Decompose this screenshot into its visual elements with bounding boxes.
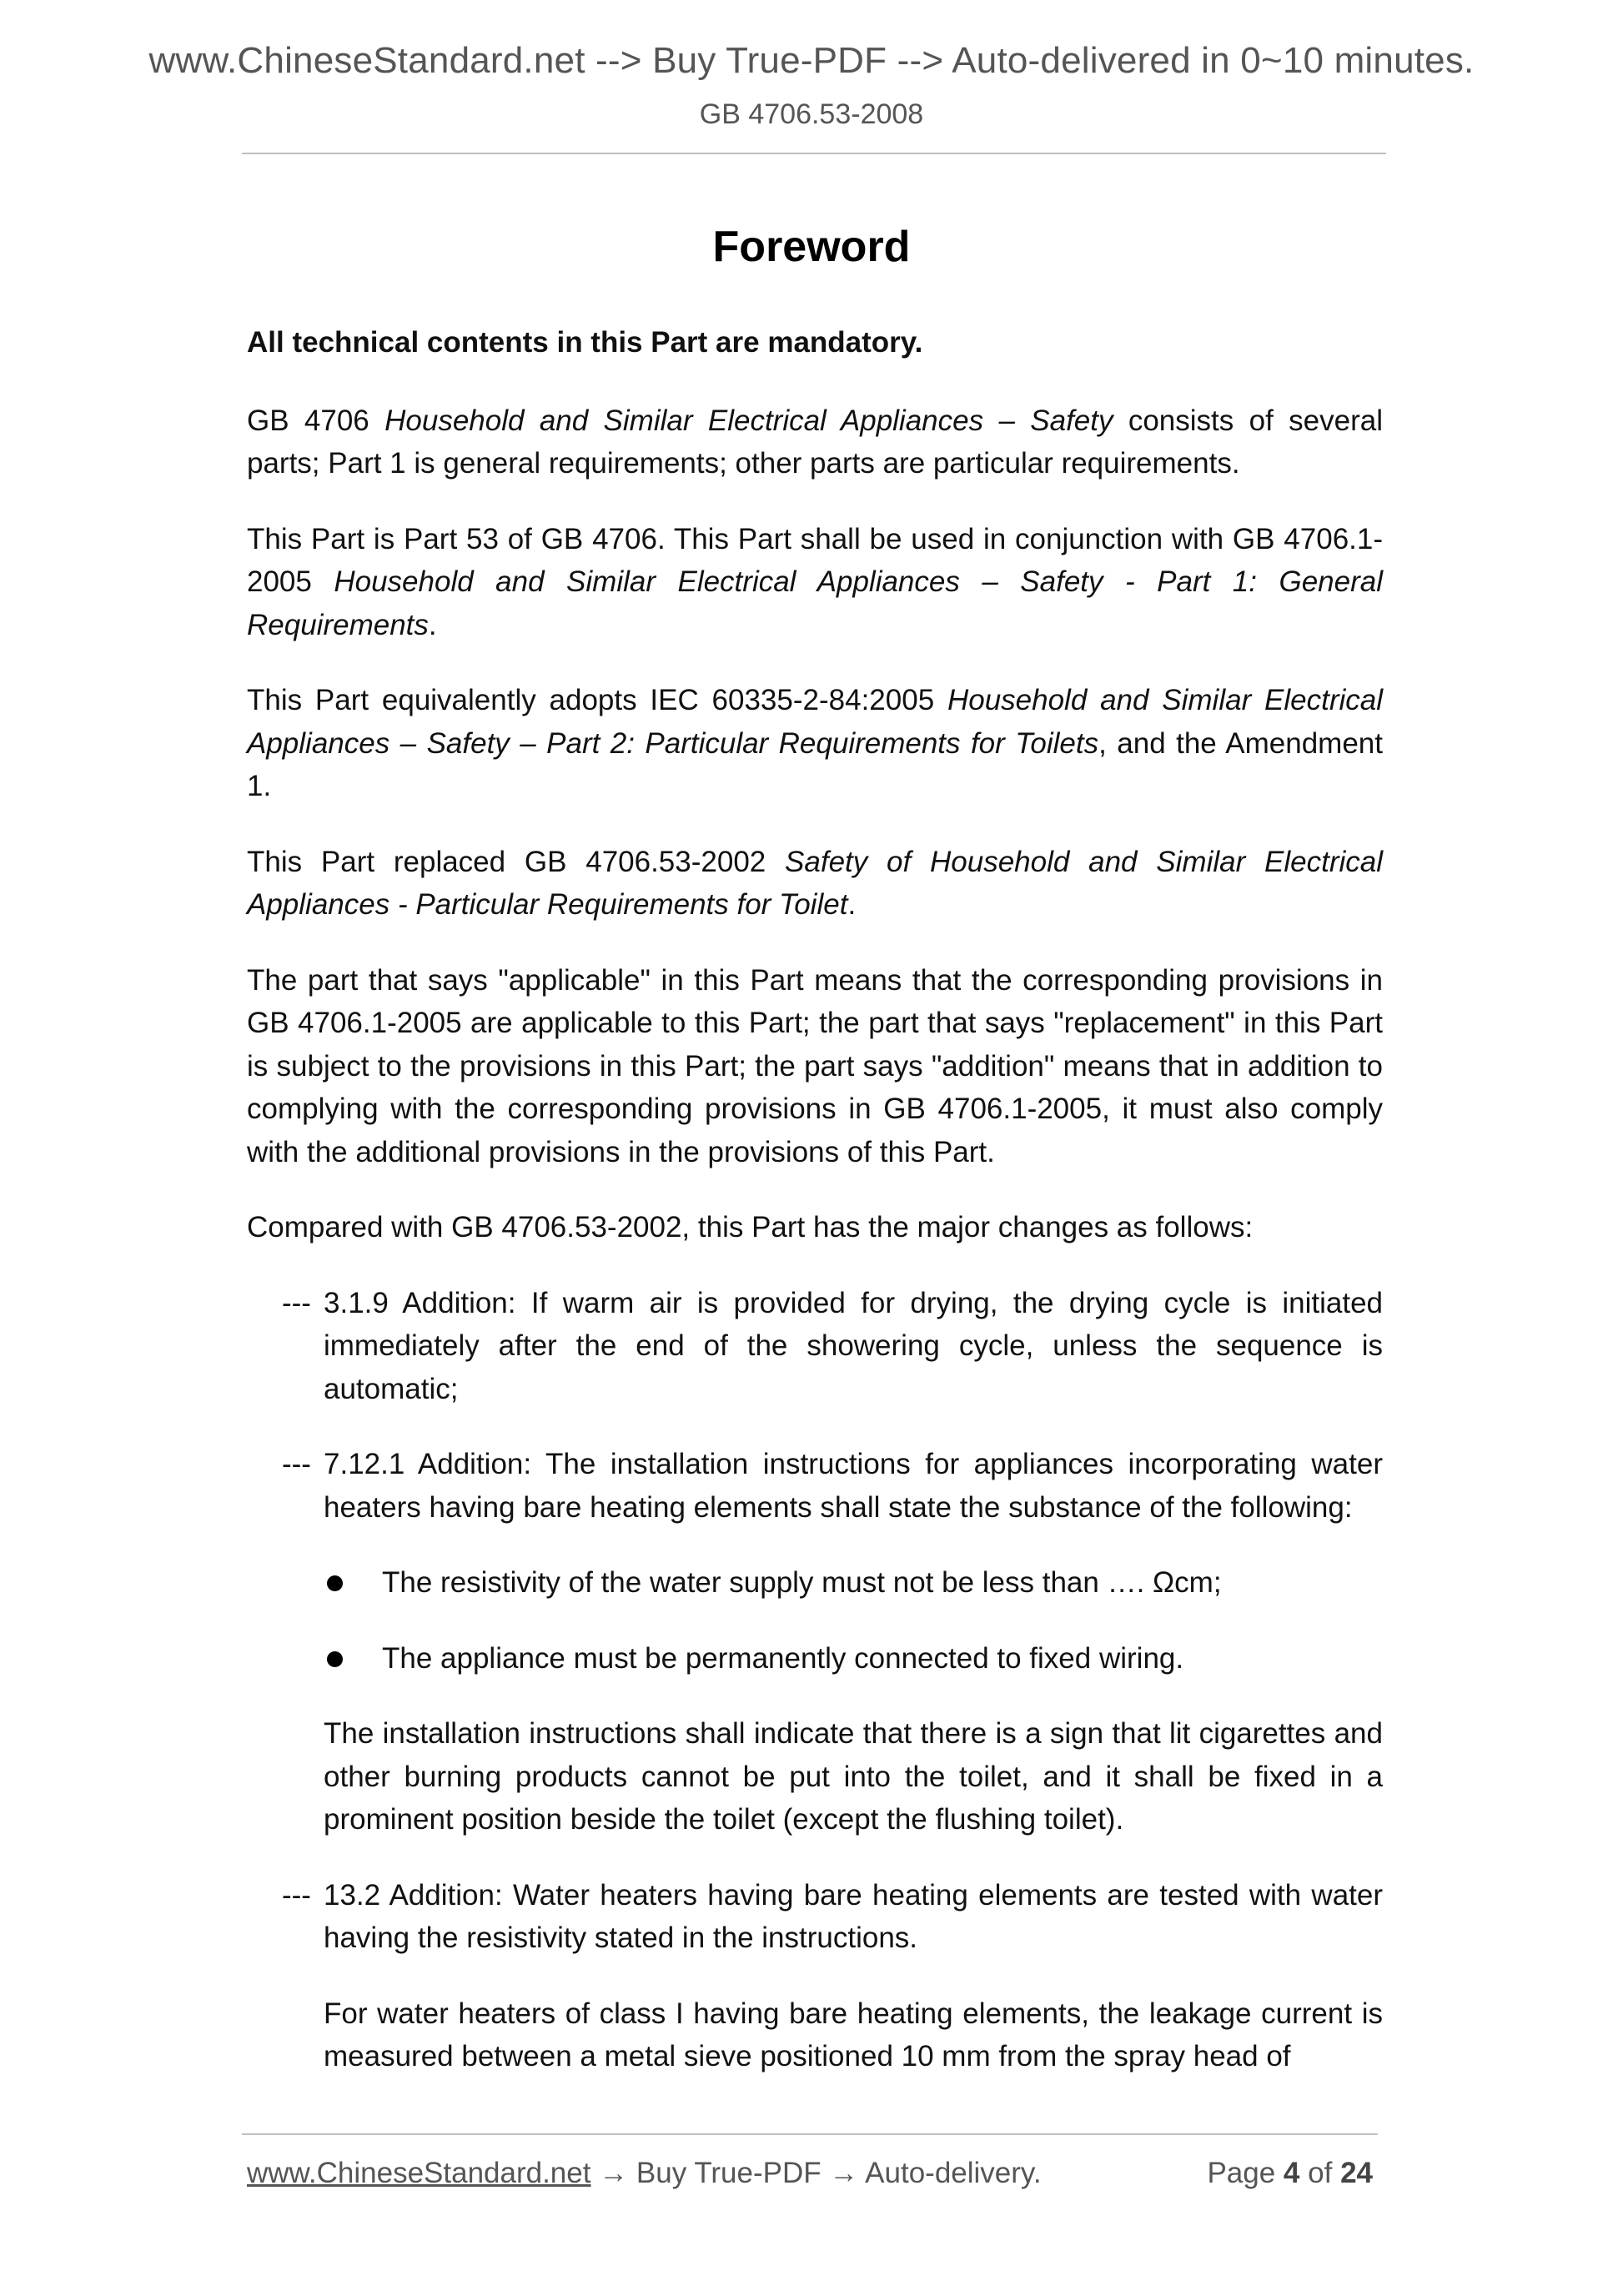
standard-number: GB 4706.53-2008 — [699, 98, 924, 130]
top-banner: www.ChineseStandard.net --> Buy True-PDF --> Auto-delivered in 0~10 minutes. — [148, 40, 1475, 81]
bullet-icon — [327, 1651, 343, 1667]
paragraph-1-text-end: consists of several parts; Part 1 is general requirements; other parts are particular requirements. — [247, 404, 1383, 480]
paragraph-5: The part that says "applicable" in this Part means that the corresponding provisions in GB 4706.1-2005 are applicable to this Part; the part that says "replacement" in this Part is subject to the provisions in this Part; the part says "addition" means that in addition to complying with the corresponding provisions in GB 4706.1-2005, it must also comply with the additional provisions in the provisions of this Part. — [247, 963, 1383, 1168]
change-note: The installation instructions shall indicate that there is a sign that lit cigarettes and other burning products cannot be put into the toilet, and it shall be fixed in a prominent position beside the toilet (except the flushing toilet). — [324, 1717, 1383, 1836]
paragraph-3-text-end: , and the Amendment 1. — [247, 726, 1383, 802]
paragraph-4-text-end: . — [847, 888, 857, 921]
page-label: Page — [1207, 2157, 1276, 2189]
change-item-7-12-1 — [247, 1443, 1383, 1841]
paragraph-6: Compared with GB 4706.53-2002, this Part has the major changes as follows: — [247, 1211, 1254, 1243]
bullet-text: The resistivity of the water supply must not be less than …. Ωcm; — [382, 1566, 1222, 1599]
change-item-3-1-9 — [247, 1282, 1383, 1411]
paragraph-1 — [247, 399, 1383, 485]
paragraph-3-title: Household and Similar Electrical Appliances – Safety – Part 2: Particular Requirements for Toilets — [247, 684, 1383, 760]
paragraph-3-text: This Part equivalently adopts IEC 60335-2-84:2005 — [247, 684, 947, 716]
change-text: 3.1.9 Addition: If warm air is provided for drying, the drying cycle is initiated immediately after the end of the showering cycle, unless the sequence is automatic; — [324, 1286, 1383, 1405]
paragraph-4-text: This Part replaced GB 4706.53-2002 — [247, 845, 786, 878]
mandatory-statement: All technical contents in this Part are mandatory. — [247, 326, 923, 359]
paragraph-2-text: This Part is Part 53 of GB 4706. This Part shall be used in conjunction with GB 4706.1-2005 — [247, 522, 1383, 598]
footer-divider — [242, 2133, 1378, 2135]
bullet-item — [324, 1561, 1383, 1605]
change-text: 7.12.1 Addition: The installation instructions for appliances incorporating water heaters having bare heating elements shall state the substance of the following: — [324, 1448, 1383, 1524]
bullet-item — [324, 1637, 1383, 1681]
list-dash: --- — [282, 1286, 311, 1319]
paragraph-4 — [247, 841, 1383, 927]
bullet-icon — [327, 1575, 343, 1591]
page-total: 24 — [1340, 2157, 1373, 2189]
bullet-text: The appliance must be permanently connected to fixed wiring. — [382, 1641, 1184, 1675]
list-dash: --- — [282, 1448, 311, 1480]
footer-site-link[interactable]: www.ChineseStandard.net — [247, 2157, 591, 2189]
paragraph-4-title: Safety of Household and Similar Electrical Appliances - Particular Requirements for Toilet — [247, 845, 1383, 921]
paragraph-2-title: Household and Similar Electrical Appliances – Safety - Part 1: General Requirements — [247, 565, 1383, 641]
page-indicator — [1207, 2157, 1373, 2190]
header-divider — [242, 153, 1386, 154]
paragraph-1-title: Household and Similar Electrical Appliances – Safety — [384, 404, 1113, 437]
of-label: of — [1308, 2157, 1333, 2189]
page-title: Foreword — [712, 223, 911, 271]
change-item-13-2 — [247, 1874, 1383, 2078]
paragraph-1-text: GB 4706 — [247, 404, 385, 437]
list-dash: --- — [282, 1878, 311, 1912]
page-footer — [247, 2157, 1373, 2190]
footer-tagline: → Buy True-PDF → Auto-delivery. — [590, 2157, 1042, 2189]
foreword-body — [247, 321, 1383, 2111]
paragraph-2-text-end: . — [428, 608, 437, 641]
change-text: 13.2 Addition: Water heaters having bare heating elements are tested with water having the resistivity stated in the instructions. — [324, 1878, 1383, 1954]
paragraph-2 — [247, 518, 1383, 647]
change-note: For water heaters of class I having bare heating elements, the leakage current is measured between a metal sieve positioned 10 mm from the spray head of — [324, 1997, 1383, 2072]
paragraph-3 — [247, 679, 1383, 808]
page-number: 4 — [1283, 2157, 1300, 2189]
